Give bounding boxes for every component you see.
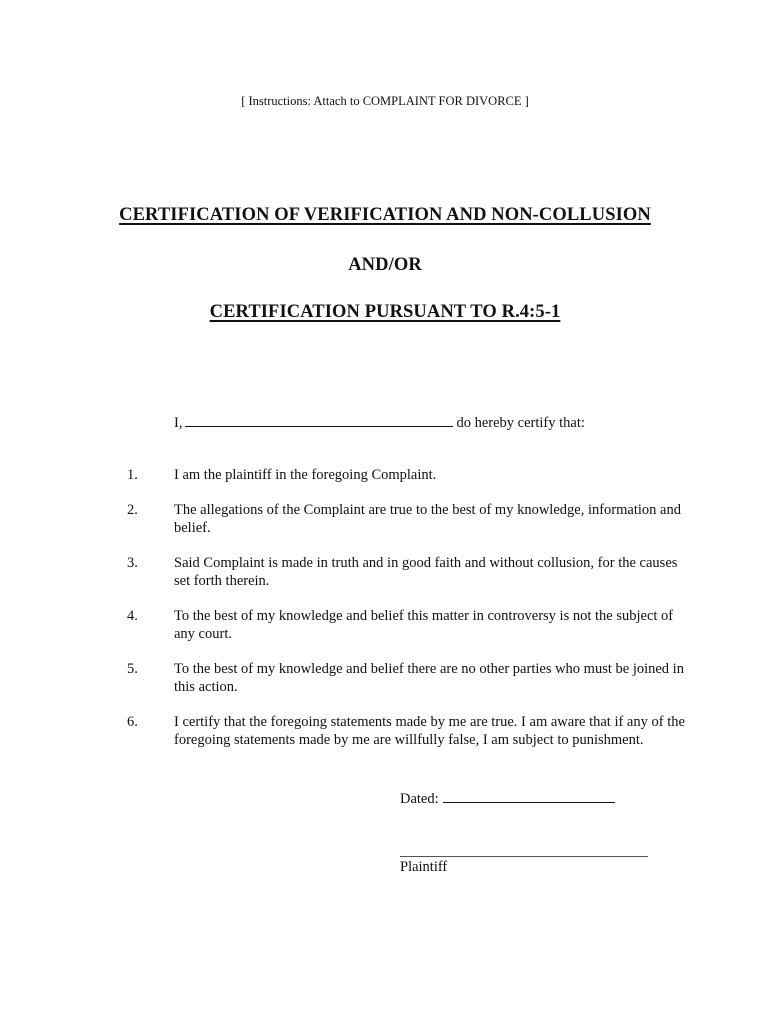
- intro-prefix: I,: [174, 415, 183, 431]
- item-text: The allegations of the Complaint are true to the best of my knowledge, information and belief.: [174, 502, 681, 536]
- instructions-note: [ Instructions: Attach to COMPLAINT FOR DIVORCE ]: [241, 94, 529, 108]
- title-line-1: CERTIFICATION OF VERIFICATION AND NON-COLLUSION: [119, 205, 651, 225]
- list-item: [0, 554, 770, 590]
- list-item: [0, 501, 770, 537]
- dated-label: Dated:: [400, 791, 439, 807]
- intro-suffix: do hereby certify that:: [456, 415, 585, 431]
- item-text: Said Complaint is made in truth and in good faith and without collusion, for the causes set forth therein.: [174, 555, 678, 589]
- plaintiff-label: Plaintiff: [400, 859, 448, 875]
- certification-list: [0, 466, 770, 766]
- list-item: [0, 607, 770, 643]
- item-text: To the best of my knowledge and belief there are no other parties who must be joined in this action.: [174, 661, 684, 695]
- item-text: I certify that the foregoing statements made by me are true. I am aware that if any of the foregoing statements made by me are willfully false, I am subject to punishment.: [174, 714, 685, 748]
- document-subtitle: [0, 302, 770, 323]
- item-text: To the best of my knowledge and belief this matter in controversy is not the subject of any court.: [174, 608, 674, 642]
- item-number: 2.: [127, 502, 138, 518]
- list-item: [0, 713, 770, 749]
- item-number: 1.: [127, 467, 138, 483]
- item-number: 6.: [127, 714, 138, 730]
- date-blank-field[interactable]: [443, 788, 615, 803]
- title-connector: AND/OR: [348, 255, 422, 275]
- item-number: 5.: [127, 661, 138, 677]
- document-title: [0, 205, 770, 226]
- signature-line[interactable]: [400, 856, 648, 857]
- item-number: 4.: [127, 608, 138, 624]
- list-item: [0, 466, 770, 484]
- item-number: 3.: [127, 555, 138, 571]
- dated-row: [400, 788, 615, 808]
- name-blank-field[interactable]: [185, 412, 453, 427]
- certify-statement: [174, 412, 585, 432]
- list-item: [0, 660, 770, 696]
- item-text: I am the plaintiff in the foregoing Complaint.: [174, 467, 437, 483]
- title-line-3: CERTIFICATION PURSUANT TO R.4:5-1: [209, 302, 561, 322]
